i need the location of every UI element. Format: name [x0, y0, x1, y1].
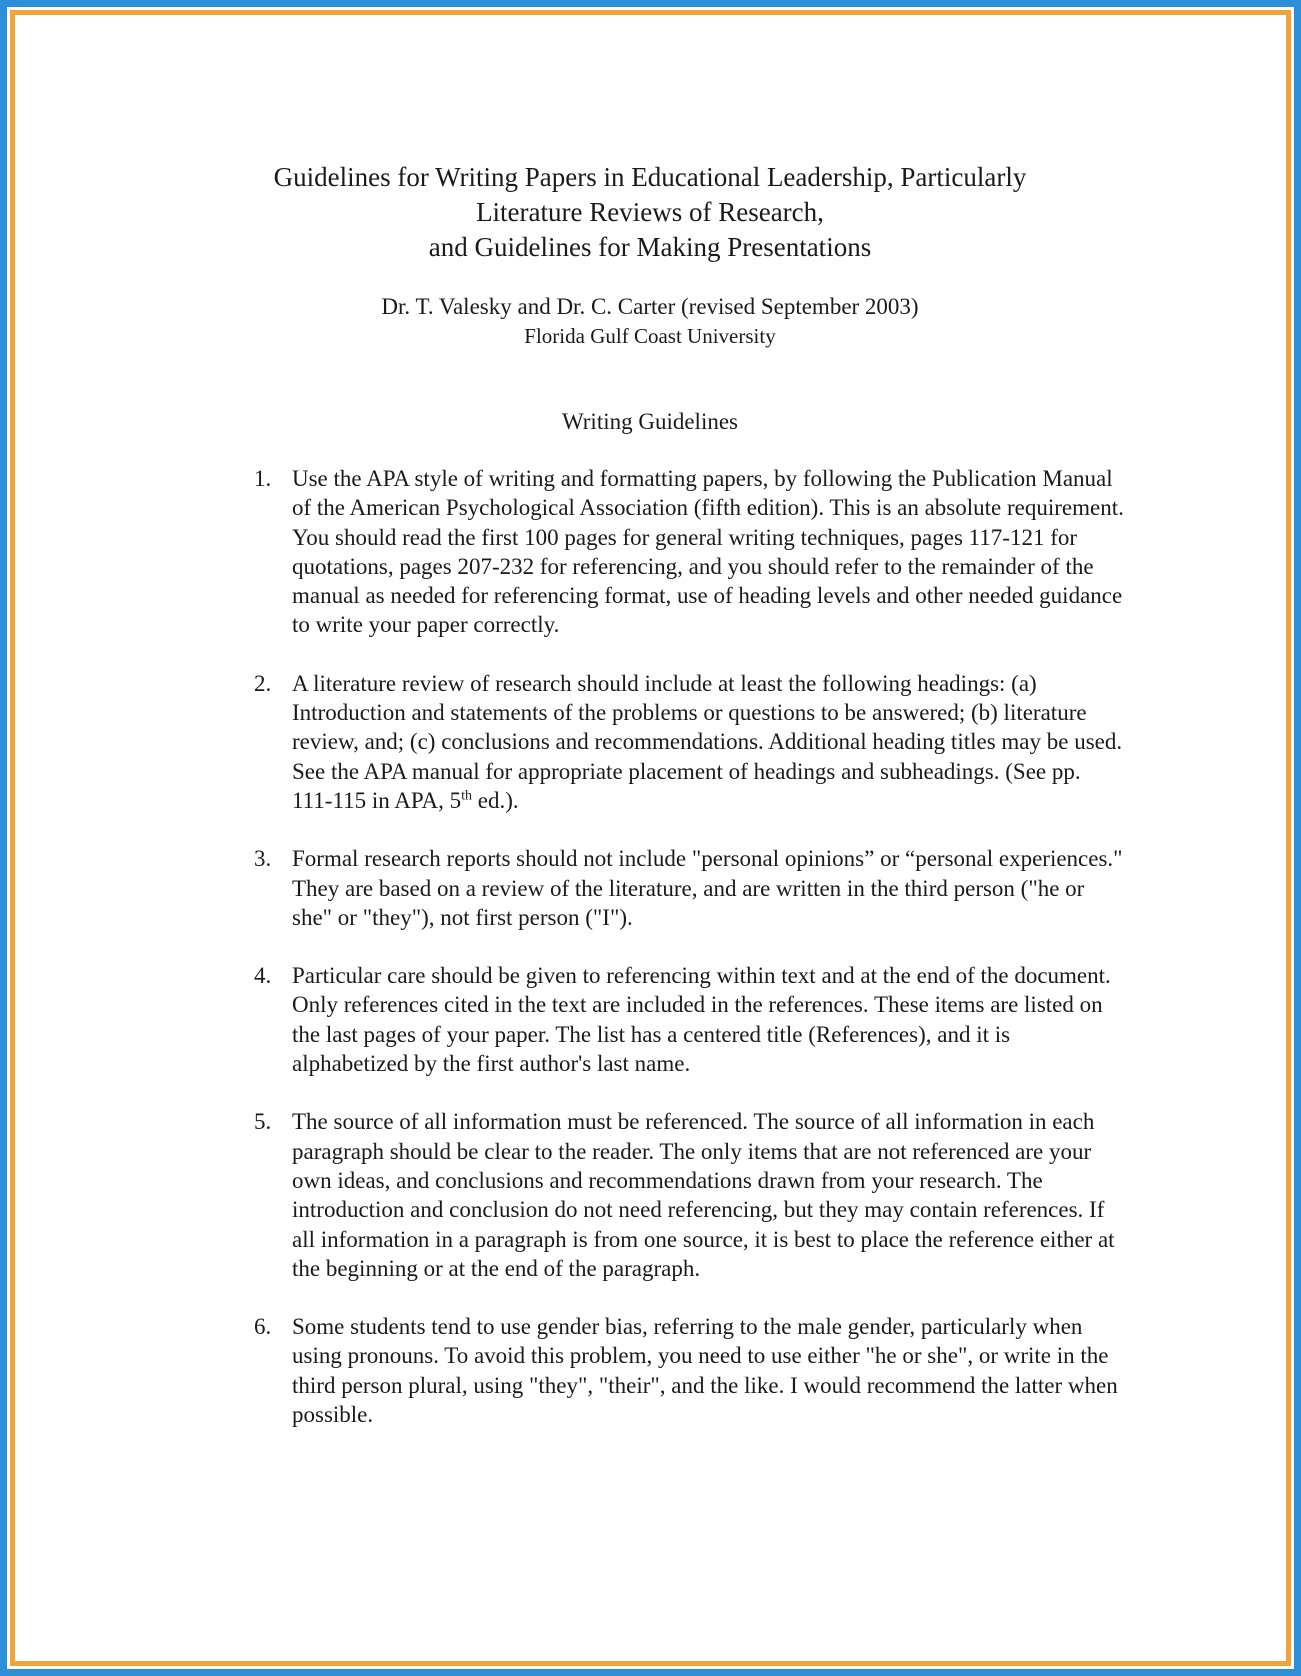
- item-text: Use the APA style of writing and formatting papers, by following the Publication Manual of the American Psychological Association (fifth edition). This is an absolute requirement. You should read the first 100 pages for general writing techniques, pages 117-121 for quotations, pages 207-232 for referencing, and you should refer to the remainder of the manual as needed for referencing format, use of heading levels and other needed guidance to write your paper correctly.: [292, 466, 1124, 638]
- superscript: th: [461, 788, 473, 804]
- section-heading: Writing Guidelines: [561, 409, 738, 434]
- item-number: 5.: [254, 1109, 272, 1135]
- item-text-container: [292, 669, 1124, 815]
- item-text: A literature review of research should include at least the following headings: (a) Introduction and statements of the problems or questions to be answered; (b) literature review, and; (c) conclusions and recommendations. Additional heading titles may be used. See the APA manual for appropriate placement of headings and subheadings. (See pp. 111-115 in APA, 5: [292, 670, 1123, 813]
- affiliation-line: Florida Gulf Coast University: [524, 324, 776, 348]
- item-number: 6.: [254, 1314, 272, 1340]
- title-line: Literature Reviews of Research,: [476, 197, 824, 227]
- item-text: Formal research reports should not include "personal opinions” or “personal experiences." They are based on a review of the literature, and are written in the third person ("he or she" or "they"), not first person ("I").: [292, 846, 1123, 930]
- guideline-item-1: [254, 464, 1124, 640]
- document-title: [200, 160, 1100, 265]
- title-line: Guidelines for Writing Papers in Educational Leadership, Particularly: [273, 162, 1027, 192]
- guideline-item-3: [254, 844, 1124, 932]
- item-text: The source of all information must be referenced. The source of all information in each paragraph should be clear to the reader. The only items that are not referenced are your own ideas, and conclusions and recommendations drawn from your research. The introduction and conclusion do not need referencing, but they may contain references. If all information in a paragraph is from one source, it is best to place the reference either at the beginning or at the end of the paragraph.: [292, 1109, 1115, 1281]
- item-text-after: ed.).: [472, 787, 519, 813]
- title-line: and Guidelines for Making Presentations: [428, 232, 872, 262]
- item-number: 2.: [254, 670, 272, 696]
- authors-line: Dr. T. Valesky and Dr. C. Carter (revised September 2003): [381, 294, 919, 319]
- guideline-item-2: [254, 669, 1124, 815]
- item-number: 1.: [254, 466, 272, 491]
- item-number: 4.: [254, 963, 272, 989]
- item-number: 3.: [254, 846, 272, 872]
- guideline-item-4: [254, 961, 1124, 1078]
- guideline-item-5: [254, 1107, 1124, 1283]
- guidelines-list: [254, 464, 1124, 1458]
- guideline-item-6: [254, 1312, 1124, 1429]
- item-text: Some students tend to use gender bias, referring to the male gender, particularly when using pronouns. To avoid this problem, you need to use either "he or she", or write in the third person plural, using "they", "their", and the like. I would recommend the latter when possible.: [292, 1314, 1118, 1428]
- item-text: Particular care should be given to referencing within text and at the end of the document. Only references cited in the text are included in the references. These items are listed on the last pages of your paper. The list has a centered title (References), and it is alphabetized by the first author's last name.: [292, 963, 1111, 1077]
